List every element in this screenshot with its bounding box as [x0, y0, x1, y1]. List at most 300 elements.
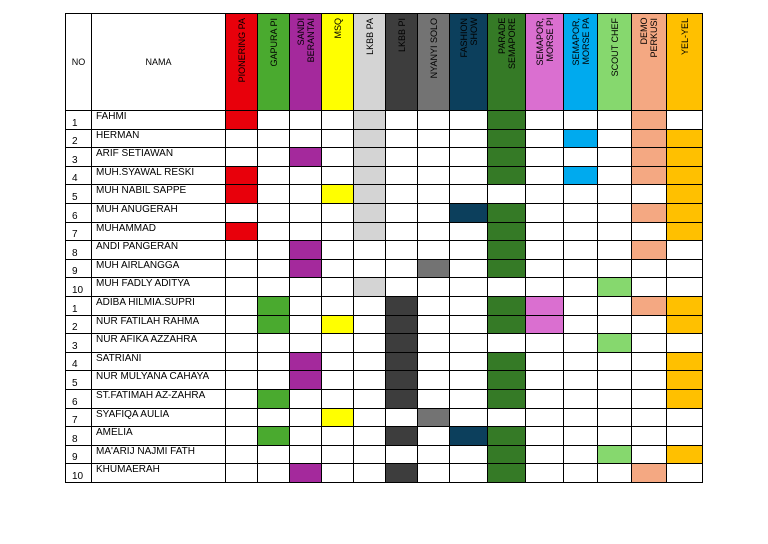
table-row: [66, 166, 703, 185]
activity-cell: [418, 222, 450, 241]
activity-cell: [598, 371, 632, 390]
activity-cell: [526, 371, 564, 390]
activity-cell: [632, 203, 667, 222]
activity-cell: [526, 185, 564, 204]
activity-cell: [526, 259, 564, 278]
activity-cell: [418, 296, 450, 315]
activity-cell: [258, 241, 290, 260]
activity-header: [354, 14, 386, 111]
activity-header-label: LKBB PA: [364, 18, 375, 55]
activity-cell: [632, 185, 667, 204]
activity-cell: [526, 278, 564, 297]
activity-cell: [386, 408, 418, 427]
activity-cell: [322, 111, 354, 130]
activity-cell: [418, 389, 450, 408]
member-name: MUH AIRLANGGA: [92, 259, 226, 278]
activity-cell: [564, 241, 598, 260]
activity-cell: [667, 203, 703, 222]
activity-cell: [526, 148, 564, 167]
row-number: 7: [66, 408, 92, 427]
activity-cell: [354, 111, 386, 130]
member-name: MUH FADLY ADITYA: [92, 278, 226, 297]
activity-cell: [667, 185, 703, 204]
activity-cell: [354, 352, 386, 371]
activity-header-label: SANDI BERANTAI: [295, 18, 316, 63]
activity-cell: [667, 111, 703, 130]
activity-cell: [598, 334, 632, 353]
row-number: 1: [66, 296, 92, 315]
table-row: [66, 241, 703, 260]
activity-cell: [667, 259, 703, 278]
member-name: KHUMAERAH: [92, 464, 226, 483]
table-row: [66, 129, 703, 148]
activity-cell: [598, 445, 632, 464]
activity-cell: [322, 278, 354, 297]
activity-cell: [450, 111, 488, 130]
activity-cell: [354, 148, 386, 167]
row-number: 8: [66, 241, 92, 260]
activity-cell: [258, 111, 290, 130]
activity-cell: [386, 315, 418, 334]
activity-cell: [322, 464, 354, 483]
member-name: SATRIANI: [92, 352, 226, 371]
activity-cell: [564, 389, 598, 408]
activity-cell: [226, 241, 258, 260]
activity-cell: [450, 259, 488, 278]
activity-cell: [488, 334, 526, 353]
nama-header: NAMA: [92, 14, 226, 111]
activity-cell: [667, 445, 703, 464]
activity-header: [488, 14, 526, 111]
activity-header: [290, 14, 322, 111]
activity-cell: [450, 408, 488, 427]
activity-cell: [354, 259, 386, 278]
activity-cell: [526, 241, 564, 260]
activity-cell: [322, 296, 354, 315]
activity-cell: [564, 334, 598, 353]
activity-cell: [667, 352, 703, 371]
activity-cell: [258, 129, 290, 148]
row-number: 10: [66, 464, 92, 483]
header-row: [66, 14, 703, 111]
activity-cell: [632, 166, 667, 185]
activity-cell: [322, 334, 354, 353]
activity-cell: [667, 389, 703, 408]
activity-cell: [598, 278, 632, 297]
activity-cell: [386, 371, 418, 390]
table-row: [66, 352, 703, 371]
activity-cell: [418, 315, 450, 334]
activity-cell: [258, 464, 290, 483]
row-number: 6: [66, 203, 92, 222]
activity-header: [418, 14, 450, 111]
activity-cell: [226, 445, 258, 464]
activity-cell: [418, 427, 450, 446]
activity-header: [258, 14, 290, 111]
activity-cell: [258, 389, 290, 408]
activity-cell: [450, 129, 488, 148]
activity-header-label: MSQ: [332, 18, 343, 39]
table-row: [66, 389, 703, 408]
activity-cell: [598, 352, 632, 371]
member-name: MUH NABIL SAPPE: [92, 185, 226, 204]
activity-cell: [667, 241, 703, 260]
activity-cell: [488, 111, 526, 130]
activity-header: [450, 14, 488, 111]
table-row: [66, 315, 703, 334]
activity-cell: [667, 464, 703, 483]
activity-header-label: FASHION SHOW: [458, 18, 479, 58]
activity-cell: [667, 129, 703, 148]
activity-cell: [667, 371, 703, 390]
activity-cell: [632, 259, 667, 278]
activity-cell: [564, 464, 598, 483]
activity-cell: [564, 166, 598, 185]
activity-header-label: NYANYI SOLO: [428, 18, 439, 79]
activity-cell: [226, 352, 258, 371]
activity-header: [526, 14, 564, 111]
activity-cell: [226, 148, 258, 167]
member-name: MA'ARIJ NAJMI FATH: [92, 445, 226, 464]
activity-cell: [526, 222, 564, 241]
activity-cell: [488, 408, 526, 427]
activity-cell: [526, 203, 564, 222]
table-body: [66, 111, 703, 483]
activity-cell: [488, 203, 526, 222]
row-number: 9: [66, 259, 92, 278]
activity-cell: [598, 296, 632, 315]
activity-cell: [598, 408, 632, 427]
activity-cell: [258, 315, 290, 334]
activity-cell: [290, 241, 322, 260]
activity-cell: [290, 334, 322, 353]
activity-cell: [598, 203, 632, 222]
activity-cell: [354, 278, 386, 297]
activity-cell: [386, 278, 418, 297]
row-number: 7: [66, 222, 92, 241]
activity-cell: [322, 389, 354, 408]
activity-cell: [226, 259, 258, 278]
activity-cell: [450, 445, 488, 464]
activity-cell: [354, 129, 386, 148]
member-name: FAHMI: [92, 111, 226, 130]
activity-cell: [418, 278, 450, 297]
activity-cell: [450, 352, 488, 371]
activity-cell: [450, 278, 488, 297]
member-name: NUR FATILAH RAHMA: [92, 315, 226, 334]
activity-cell: [322, 129, 354, 148]
activity-cell: [488, 352, 526, 371]
activity-cell: [386, 464, 418, 483]
activity-cell: [226, 222, 258, 241]
activity-cell: [598, 166, 632, 185]
activity-cell: [488, 241, 526, 260]
activity-cell: [667, 427, 703, 446]
activity-cell: [226, 408, 258, 427]
activity-cell: [526, 129, 564, 148]
activity-cell: [450, 166, 488, 185]
activity-cell: [632, 241, 667, 260]
activity-cell: [290, 148, 322, 167]
activity-cell: [488, 315, 526, 334]
activity-header: [564, 14, 598, 111]
activity-cell: [290, 427, 322, 446]
activity-cell: [354, 166, 386, 185]
activity-cell: [322, 185, 354, 204]
activity-cell: [290, 111, 322, 130]
member-name: NUR AFIKA AZZAHRA: [92, 334, 226, 353]
activity-cell: [564, 408, 598, 427]
activity-cell: [632, 315, 667, 334]
table-row: [66, 334, 703, 353]
member-name: NUR MULYANA CAHAYA: [92, 371, 226, 390]
activity-cell: [526, 296, 564, 315]
activity-cell: [386, 241, 418, 260]
activity-cell: [488, 427, 526, 446]
activity-cell: [526, 389, 564, 408]
activity-cell: [290, 296, 322, 315]
activity-cell: [418, 129, 450, 148]
activity-header: [667, 14, 703, 111]
activity-cell: [226, 166, 258, 185]
table-row: [66, 445, 703, 464]
activity-cell: [598, 464, 632, 483]
activity-cell: [290, 222, 322, 241]
activity-cell: [226, 129, 258, 148]
activity-cell: [632, 464, 667, 483]
activity-cell: [450, 334, 488, 353]
activity-cell: [488, 464, 526, 483]
member-name: SYAFIQA AULIA: [92, 408, 226, 427]
activity-cell: [258, 185, 290, 204]
activity-cell: [632, 278, 667, 297]
table-row: [66, 148, 703, 167]
activity-cell: [322, 148, 354, 167]
member-name: MUH ANUGERAH: [92, 203, 226, 222]
activity-cell: [667, 148, 703, 167]
activity-header: [322, 14, 354, 111]
activity-cell: [290, 389, 322, 408]
activity-cell: [290, 129, 322, 148]
activity-cell: [488, 259, 526, 278]
activity-cell: [564, 427, 598, 446]
activity-cell: [354, 389, 386, 408]
table-row: [66, 185, 703, 204]
activity-cell: [226, 203, 258, 222]
activity-cell: [354, 296, 386, 315]
activity-cell: [598, 185, 632, 204]
activity-cell: [667, 334, 703, 353]
activity-cell: [226, 315, 258, 334]
activity-cell: [226, 389, 258, 408]
activity-cell: [598, 259, 632, 278]
activity-cell: [386, 129, 418, 148]
activity-cell: [632, 445, 667, 464]
activity-cell: [290, 445, 322, 464]
activity-cell: [354, 222, 386, 241]
activity-cell: [258, 148, 290, 167]
activity-cell: [226, 296, 258, 315]
activity-cell: [354, 464, 386, 483]
activity-cell: [598, 315, 632, 334]
activity-cell: [354, 185, 386, 204]
member-name: ADIBA HILMIA.SUPRI: [92, 296, 226, 315]
row-number: 5: [66, 185, 92, 204]
activity-cell: [564, 111, 598, 130]
activity-cell: [322, 241, 354, 260]
activity-cell: [290, 203, 322, 222]
activity-cell: [598, 241, 632, 260]
row-number: 9: [66, 445, 92, 464]
activity-cell: [450, 464, 488, 483]
activity-header-label: SCOUT CHEF: [609, 18, 620, 77]
activity-cell: [258, 166, 290, 185]
activity-cell: [354, 241, 386, 260]
activity-cell: [564, 445, 598, 464]
activity-cell: [598, 111, 632, 130]
activity-cell: [322, 371, 354, 390]
activity-cell: [564, 352, 598, 371]
row-number: 10: [66, 278, 92, 297]
activity-cell: [667, 166, 703, 185]
activity-cell: [290, 166, 322, 185]
activity-cell: [258, 203, 290, 222]
table-row: [66, 203, 703, 222]
activity-cell: [564, 259, 598, 278]
table-row: [66, 259, 703, 278]
activity-cell: [667, 278, 703, 297]
activity-cell: [258, 278, 290, 297]
activity-cell: [418, 241, 450, 260]
activity-cell: [226, 464, 258, 483]
activity-cell: [488, 278, 526, 297]
member-name: ST.FATIMAH AZ-ZAHRA: [92, 389, 226, 408]
activity-cell: [598, 427, 632, 446]
activity-cell: [418, 445, 450, 464]
activity-cell: [526, 334, 564, 353]
activity-cell: [226, 427, 258, 446]
activity-cell: [450, 241, 488, 260]
activity-cell: [632, 408, 667, 427]
activity-cell: [226, 111, 258, 130]
activity-cell: [450, 315, 488, 334]
row-number: 6: [66, 389, 92, 408]
activity-cell: [354, 315, 386, 334]
activity-cell: [418, 464, 450, 483]
activity-cell: [322, 203, 354, 222]
activity-cell: [354, 408, 386, 427]
table-row: [66, 296, 703, 315]
activity-cell: [450, 427, 488, 446]
activity-cell: [418, 148, 450, 167]
activity-cell: [290, 259, 322, 278]
activity-cell: [290, 185, 322, 204]
activity-cell: [564, 315, 598, 334]
activity-cell: [258, 259, 290, 278]
activity-cell: [667, 315, 703, 334]
activity-cell: [598, 389, 632, 408]
activity-cell: [354, 427, 386, 446]
activity-cell: [526, 111, 564, 130]
activity-cell: [526, 445, 564, 464]
activity-cell: [418, 371, 450, 390]
activity-cell: [322, 166, 354, 185]
activity-cell: [386, 185, 418, 204]
activity-cell: [386, 259, 418, 278]
activity-cell: [564, 129, 598, 148]
activity-cell: [226, 185, 258, 204]
activity-cell: [598, 222, 632, 241]
activity-header: [386, 14, 418, 111]
table-row: [66, 278, 703, 297]
activity-cell: [488, 222, 526, 241]
activity-cell: [667, 222, 703, 241]
activity-cell: [564, 278, 598, 297]
member-name: HERMAN: [92, 129, 226, 148]
activity-cell: [258, 352, 290, 371]
activity-cell: [632, 148, 667, 167]
activity-cell: [354, 203, 386, 222]
activity-cell: [488, 129, 526, 148]
activity-cell: [598, 148, 632, 167]
member-name: MUHAMMAD: [92, 222, 226, 241]
activity-cell: [488, 296, 526, 315]
activity-cell: [290, 352, 322, 371]
activity-header-label: YEL-YEL: [679, 18, 690, 56]
activity-cell: [322, 408, 354, 427]
activity-cell: [488, 166, 526, 185]
row-number: 4: [66, 166, 92, 185]
activity-cell: [632, 222, 667, 241]
activity-cell: [418, 111, 450, 130]
activity-cell: [418, 203, 450, 222]
activity-cell: [386, 427, 418, 446]
activity-cell: [290, 315, 322, 334]
table-row: [66, 111, 703, 130]
member-name: ANDI PANGERAN: [92, 241, 226, 260]
activity-cell: [258, 427, 290, 446]
activity-cell: [488, 371, 526, 390]
activity-cell: [632, 129, 667, 148]
activity-cell: [598, 129, 632, 148]
row-number: 2: [66, 315, 92, 334]
activity-header-label: SEMAPOR, MORSE PI: [534, 18, 555, 66]
activity-cell: [526, 464, 564, 483]
activity-cell: [450, 222, 488, 241]
activity-cell: [258, 408, 290, 427]
activity-cell: [386, 296, 418, 315]
activity-cell: [290, 464, 322, 483]
row-number: 8: [66, 427, 92, 446]
table-row: [66, 427, 703, 446]
activity-cell: [258, 445, 290, 464]
row-number: 3: [66, 148, 92, 167]
activity-cell: [667, 296, 703, 315]
activity-cell: [418, 185, 450, 204]
activity-cell: [386, 222, 418, 241]
activity-table: [65, 13, 703, 483]
row-number: 4: [66, 352, 92, 371]
activity-cell: [418, 408, 450, 427]
activity-header-label: GAPURA PI: [268, 18, 279, 67]
table-row: [66, 371, 703, 390]
row-number: 5: [66, 371, 92, 390]
no-header: NO: [66, 14, 92, 111]
activity-cell: [322, 427, 354, 446]
activity-cell: [667, 408, 703, 427]
table-row: [66, 408, 703, 427]
activity-cell: [564, 203, 598, 222]
